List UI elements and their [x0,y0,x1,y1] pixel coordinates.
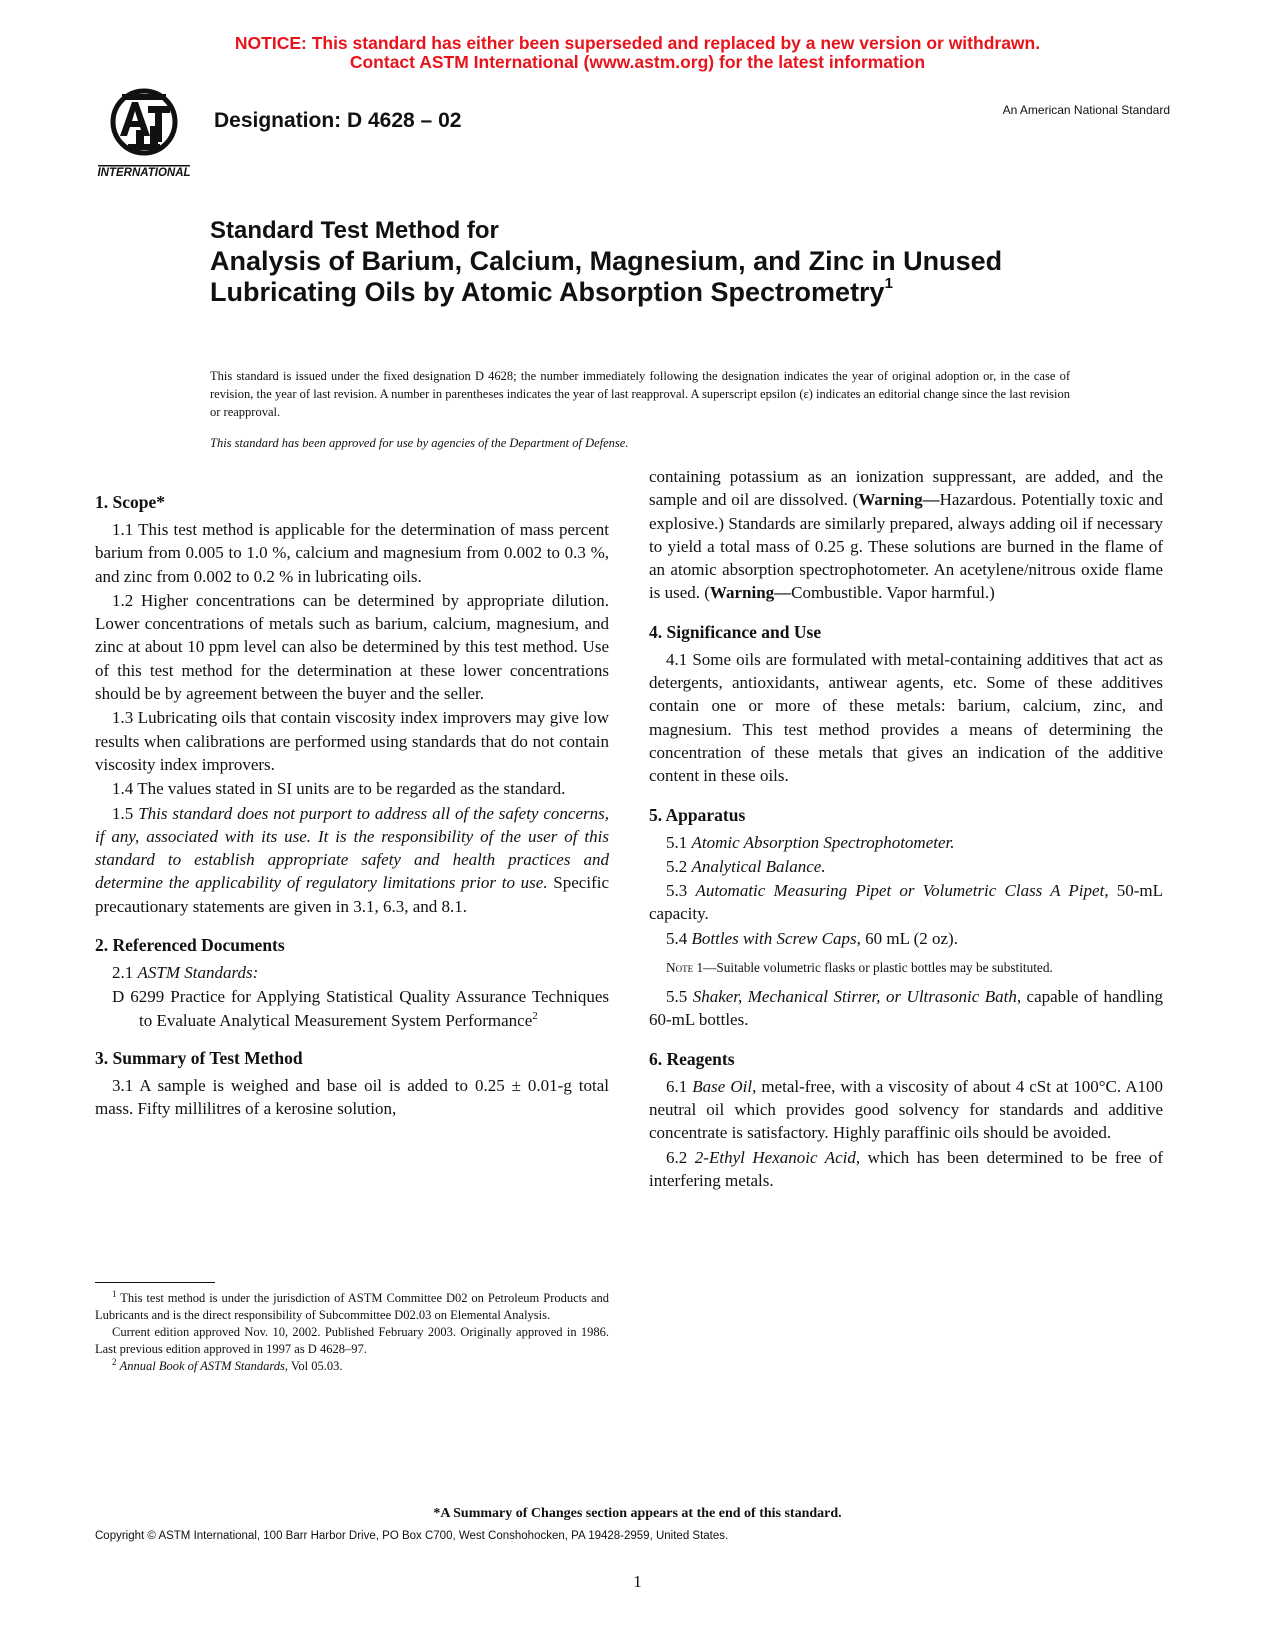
reagent-name: Base Oil [692,1076,753,1096]
note-1 [649,958,1163,977]
left-column [95,490,609,1120]
reagent-detail: , which has been determined to be free of interfering metals. [649,1147,1164,1190]
reagent-detail: , metal-free, with a viscosity of about 4 cSt at 100°C. A100 neutral oil which provides good solvency for standards and additive concentrate is satisfactory. Highly paraffinic oils should be avoided. [649,1076,1163,1143]
para-1-2: 1.2 Higher concentrations can be determined by appropriate dilution. Lower concentrations of metals such as barium, calcium, magnesium, and zinc at about 10 ppm level can also be determined by this test method. Use of this test method for the determination at these lower concentrations should be by agreement between the buyer and the seller. [95,590,609,704]
title-main-text: Analysis of Barium, Calcium, Magnesium, and Zinc in Unused Lubricating Oils by Atomic Absorption Spectrometry [210,246,1003,307]
para-5-1 [649,831,1163,854]
para-number: 6.2 [666,1147,688,1167]
para-number: 1.5 [112,803,134,823]
footnote-text: This test method is under the jurisdiction of ASTM Committee D02 on Petroleum Products and Lubricants and is the direct responsibility of Subcommittee D02.03 on Elemental Analysis. [95,1291,609,1322]
reference-d6299 [112,985,609,1032]
footnote-mark: 2 [112,1357,117,1367]
withdrawal-notice [0,34,1275,72]
para-1-4: 1.4 The values stated in SI units are to be regarded as the standard. [112,779,566,799]
para-1-5 [95,802,609,918]
footnotes [95,1290,609,1375]
para-5-2 [649,855,1163,878]
apparatus-detail: , 60 mL (2 oz). [856,928,958,948]
para-6-2 [649,1146,1163,1193]
para-4-1: 4.1 Some oils are formulated with metal-containing additives that act as detergents, antioxidants, antiwear agents, etc. Some of these additives contain one or more of these metals: barium, calcium, zinc, and magnesium. This test method provides a means of determining the concentration of these metals that gives an indication of the additive content in these oils. [649,649,1163,786]
apparatus-detail: , capable of handling 60-mL bottles. [649,987,1164,1030]
astm-logo-icon [92,86,196,182]
para-3-1-continued [649,465,1163,605]
footnote-1 [95,1290,609,1324]
section-heading-summary: 3. Summary of Test Method [95,1047,303,1068]
apparatus-name: Automatic Measuring Pipet or Volumetric Class A Pipet [695,881,1105,901]
designation: Designation: D 4628 – 02 [214,109,462,132]
notice-line-2: Contact ASTM International (www.astm.org) for the latest information [349,52,926,72]
section-heading-referenced-documents: 2. Referenced Documents [95,935,285,956]
apparatus-name: Bottles with Screw Caps [691,928,857,948]
para-number: 5.4 [666,928,688,948]
apparatus-detail: , 50-mL capacity. [649,881,1164,924]
footnote-text: , Vol 05.03. [284,1359,343,1373]
document-title [210,216,1030,308]
note-label: Note [666,960,694,976]
dod-statement: This standard has been approved for use by agencies of the Department of Defense. [210,436,629,450]
reference-text: D 6299 Practice for Applying Statistical Quality Assurance Techniques to Evaluate Analytical Measurement System Performance [112,987,609,1030]
reagent-name: 2-Ethyl Hexanoic Acid [694,1147,856,1167]
right-column [649,467,1164,1193]
summary-text: 3.1 A sample is weighed and base oil is added to 0.25 ± 0.01-g total mass. Fifty millilitres of a kerosine solution, [95,1075,609,1119]
issue-statement: This standard is issued under the fixed designation D 4628; the number immediately following the designation indicates the year of original adoption or, in the case of revision, the year of last revision. A number in parentheses indicates the year of last reapproval. A superscript epsilon (ε) indicates an editorial change since the last revision or reapproval. [210,369,1070,419]
summary-of-changes-note: *A Summary of Changes section appears at the end of this standard. [433,1506,842,1521]
footnote-2 [95,1358,609,1375]
copyright: Copyright © ASTM International, 100 Barr Harbor Drive, PO Box C700, West Conshohocken, PA 19428-2959, United States. [95,1530,729,1542]
summary-text-c: Combustible. Vapor harmful.) [791,583,995,603]
safety-caveat: This standard does not purport to address all of the safety concerns, if any, associated with its use. It is the responsibility of the user of this standard to establish appropriate safety and health practices and determine the applicability of regulatory limitations prior to use. [95,803,610,893]
para-5-3 [649,879,1163,926]
section-heading-scope: 1. Scope* [95,492,165,512]
para-3-1 [95,1074,609,1120]
warning-label: Warning— [709,583,792,603]
footnote-mark: 2 [532,1009,538,1022]
apparatus-name: Shaker, Mechanical Stirrer, or Ultrasonic Bath [692,987,1017,1007]
para-number: 6.1 [666,1076,688,1096]
precaution-reference: Specific precautionary statements are given in 3.1, 6.3, and 8.1. [95,873,609,916]
national-standard-label: An American National Standard [1002,103,1170,117]
logo-wordmark: INTERNATIONAL [97,167,191,179]
warning-label: Warning— [858,490,940,510]
footnote-1-edition: Current edition approved Nov. 10, 2002. Published February 2003. Originally approved in 1986. Last previous edition approved in 1997 as D 4628–97. [95,1325,609,1356]
para-6-1 [649,1075,1163,1145]
section-heading-reagents: 6. Reagents [649,1048,735,1069]
para-number: 5.1 [666,832,688,852]
para-5-4 [649,927,1163,950]
para-2-1 [95,961,609,984]
footnote-mark: 1 [112,1289,117,1299]
note-text: 1—Suitable volumetric flasks or plastic bottles may be substituted. [696,960,1053,976]
apparatus-name: Analytical Balance. [691,856,826,876]
apparatus-name: Atomic Absorption Spectrophotometer. [691,832,955,852]
astm-standards-label: ASTM Standards: [137,963,259,983]
summary-text-b: Hazardous. Potentially toxic and explosive.) Standards are similarly prepared, always adding oil if necessary to yield a total mass of 0.25 g. These solutions are burned in the flame of an atomic absorption spectrophotometer. An acetylene/nitrous oxide flame is used. ( [649,490,1164,603]
notice-line-1: NOTICE: This standard has either been superseded and replaced by a new version or withdrawn. [234,33,1041,53]
para-1-1: 1.1 This test method is applicable for the determination of mass percent barium from 0.005 to 1.0 %, calcium and magnesium from 0.002 to 0.3 %, and zinc from 0.002 to 0.2 % in lubricating oils. [95,520,609,586]
page-number: 1 [633,1572,642,1591]
para-1-3: 1.3 Lubricating oils that contain viscosity index improvers may give low results when calibrations are performed using standards that do not contain viscosity index improvers. [95,708,609,774]
footnote-rule [95,1282,215,1283]
para-number: 2.1 [112,963,134,983]
para-5-5 [649,985,1163,1032]
section-heading-significance: 4. Significance and Use [649,621,822,642]
para-number: 5.5 [666,987,688,1007]
section-heading-apparatus: 5. Apparatus [649,804,746,825]
title-footnote-mark: 1 [884,275,893,292]
title-main [210,246,1030,308]
para-number: 5.3 [666,881,688,901]
title-line-1: Standard Test Method for [210,217,499,244]
summary-continued: containing potassium as an ionization suppressant, are added, and the sample and oil are dissolved. ( [649,467,1163,510]
para-number: 5.2 [666,856,688,876]
footnote-book-title: Annual Book of ASTM Standards [119,1359,285,1373]
